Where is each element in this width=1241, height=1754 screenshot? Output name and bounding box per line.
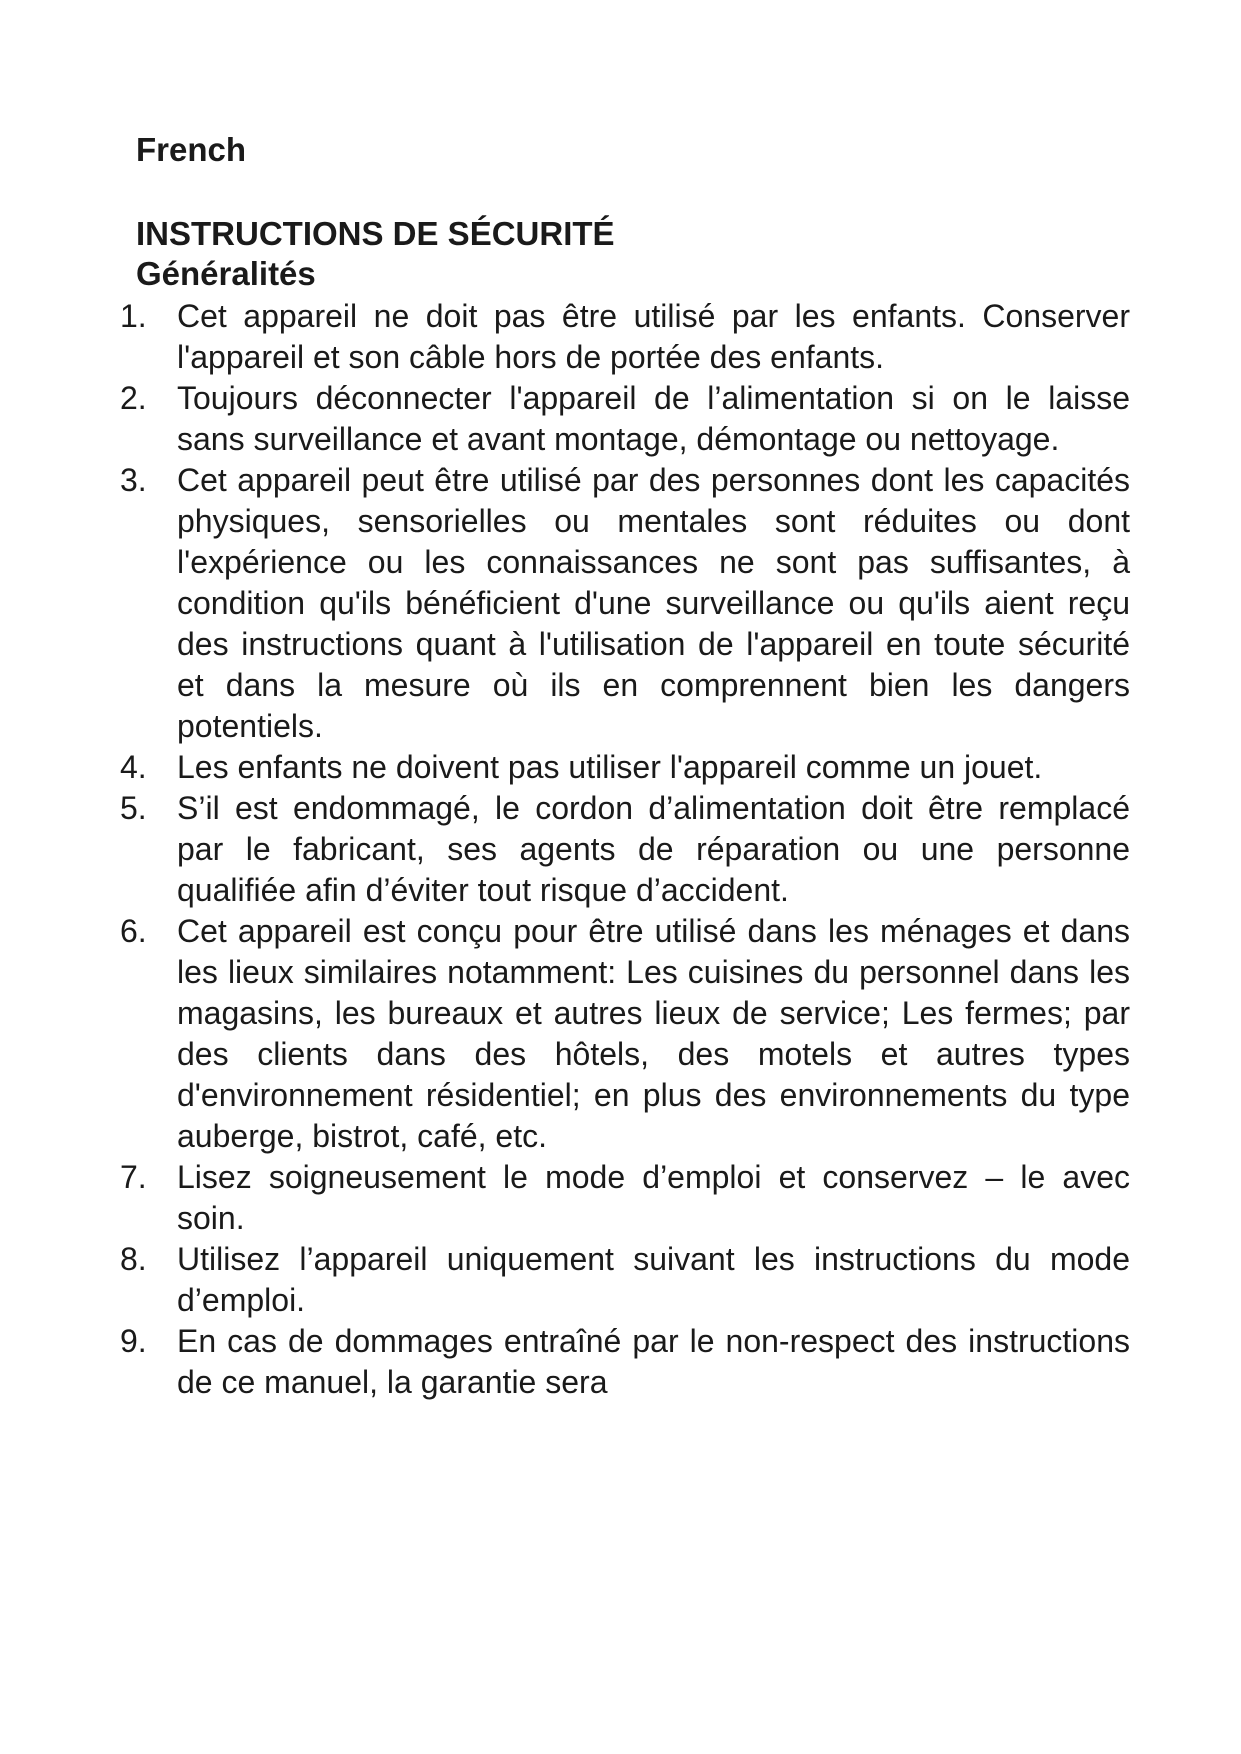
item-text: Les enfants ne doivent pas utiliser l'appareil comme un jouet. [177,749,1043,785]
list-item [120,460,1130,747]
document-content [120,130,1130,1403]
item-number: 3. [120,462,147,498]
item-number: 2. [120,380,147,416]
item-text: En cas de dommages entraîné par le non-respect des instructions de ce manuel, la garantie sera [177,1323,1130,1400]
item-text: Cet appareil peut être utilisé par des personnes dont les capacités physiques, sensorielles ou mentales sont réduites ou dont l'expérience ou les connaissances ne sont pas suffisantes, à condition qu'ils bénéficient d'une surveillance ou qu'ils aient reçu des instructions quant à l'utilisation de l'appareil en toute sécurité et dans la mesure où ils en comprennent bien les dangers potentiels. [177,462,1130,744]
item-text: Utilisez l’appareil uniquement suivant les instructions du mode d’emploi. [177,1241,1130,1318]
item-text: Cet appareil est conçu pour être utilisé dans les ménages et dans les lieux similaires notamment: Les cuisines du personnel dans les magasins, les bureaux et autres lieux de service; Les fermes; par des clients dans des hôtels, des motels et autres types d'environnement résidentiel; en plus des environnements du type auberge, bistrot, café, etc. [177,913,1130,1154]
item-number: 5. [120,790,147,826]
list-item [120,296,1130,378]
language-heading: French [136,131,247,168]
section-subtitle: Généralités [136,255,316,292]
list-item [120,378,1130,460]
safety-instructions-list [120,296,1130,1403]
item-text: Cet appareil ne doit pas être utilisé par les enfants. Conserver l'appareil et son câble hors de portée des enfants. [177,298,1130,375]
item-number: 8. [120,1241,147,1277]
item-text: S’il est endommagé, le cordon d’alimentation doit être remplacé par le fabricant, ses agents de réparation ou une personne qualifiée afin d’éviter tout risque d’accident. [177,790,1130,908]
item-number: 1. [120,298,147,334]
list-item [120,1239,1130,1321]
item-number: 4. [120,749,147,785]
item-number: 9. [120,1323,147,1359]
list-item [120,911,1130,1157]
list-item [120,747,1130,788]
item-number: 6. [120,913,147,949]
list-item [120,788,1130,911]
item-text: Toujours déconnecter l'appareil de l’alimentation si on le laisse sans surveillance et avant montage, démontage ou nettoyage. [177,380,1130,457]
list-item [120,1321,1130,1403]
item-text: Lisez soigneusement le mode d’emploi et conservez – le avec soin. [177,1159,1130,1236]
section-title: INSTRUCTIONS DE SÉCURITÉ [136,215,615,252]
item-number: 7. [120,1159,147,1195]
list-item [120,1157,1130,1239]
